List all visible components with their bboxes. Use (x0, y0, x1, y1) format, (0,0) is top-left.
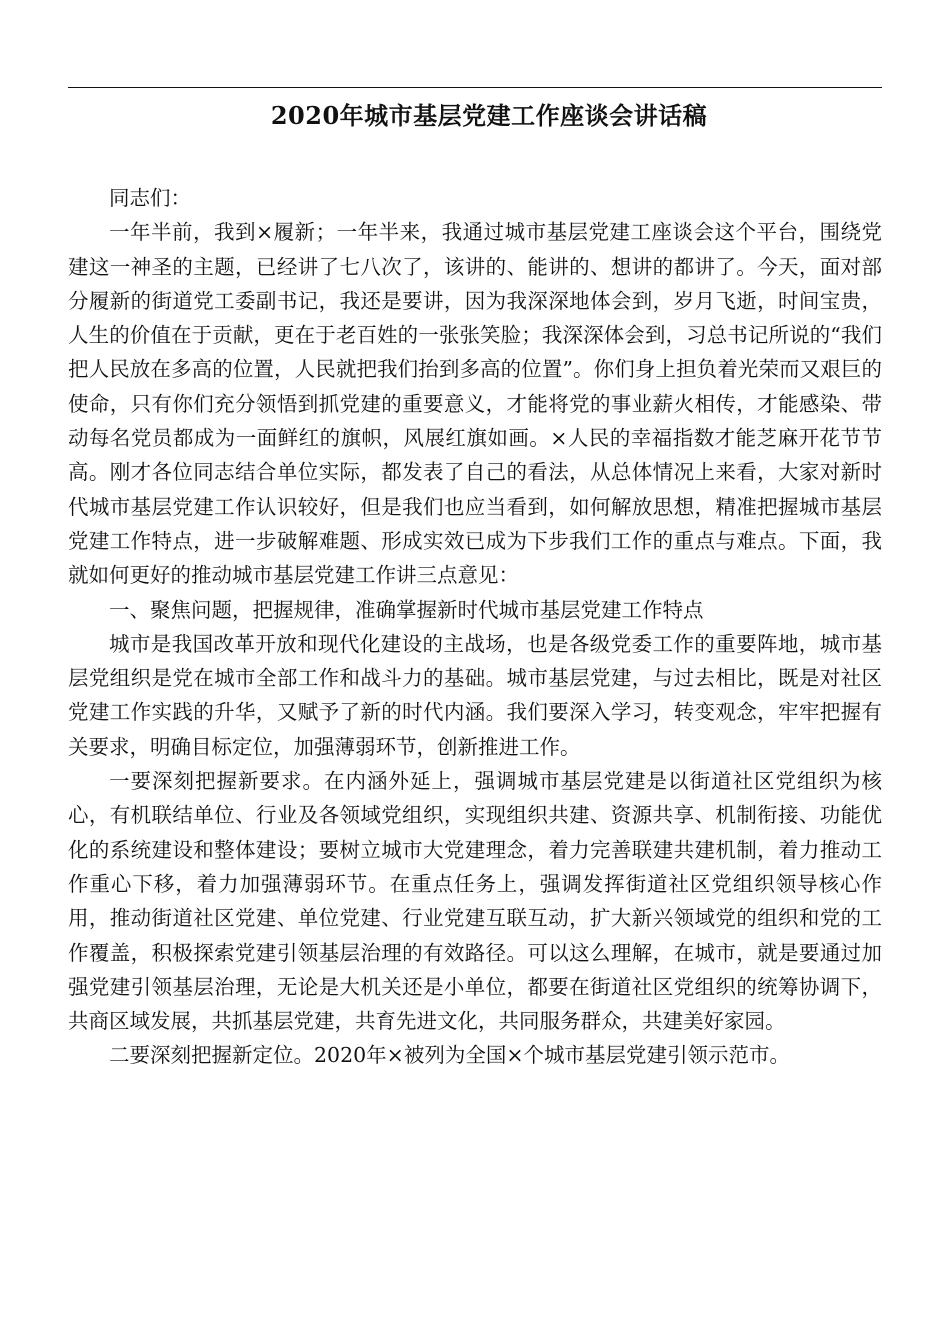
intro-paragraph: 一年半前，我到×履新；一年半来，我通过城市基层党建工座谈会这个平台，围绕党建这一神圣的主题，已经讲了七八次了，该讲的、能讲的、想讲的都讲了。今天，面对部分履新的街道党工委副书记，我还是要讲，因为我深深地体会到，岁月飞逝，时间宝贵，人生的价值在于贡献，更在于老百姓的一张张笑脸；我深深体会到，习总书记所说的“我们把人民放在多高的位置，人民就把我们抬到多高的位置”。你们身上担负着光荣而又艰巨的使命，只有你们充分领悟到抓党建的重要意义，才能将党的事业薪火相传，才能感染、带动每名党员都成为一面鲜红的旗帜，风展红旗如画。×人民的幸福指数才能芝麻开花节节高。刚才各位同志结合单位实际，都发表了自己的看法，从总体情况上来看，大家对新时代城市基层党建工作认识较好，但是我们也应当看到，如何解放思想，精准把握城市基层党建工作特点，进一步破解难题、形成实效已成为下步我们工作的重点与难点。下面，我就如何更好的推动城市基层党建工作讲三点意见： (68, 220, 882, 588)
body-paragraph: 城市是我国改革开放和现代化建设的主战场，也是各级党委工作的重要阵地，城市基层党组织是党在城市全部工作和战斗力的基础。城市基层党建，与过去相比，既是对社区党建工作实践的升华，又赋予了新的时代内涵。我们要深入学习，转变观念，牢牢把握有关要求，明确目标定位，加强薄弱环节，创新推进工作。 (68, 631, 882, 759)
document-title: 2020年城市基层党建工作座谈会讲话稿 (270, 101, 708, 130)
body-paragraph: 二要深刻把握新定位。2020年×被列为全国×个城市基层党建引领示范市。 (109, 1043, 791, 1068)
document-body (68, 181, 882, 1073)
section-heading: 一、聚焦问题，把握规律，准确掌握新时代城市基层党建工作特点 (109, 597, 704, 622)
salutation-paragraph: 同志们： (109, 186, 191, 210)
header-rule (68, 87, 882, 88)
body-paragraph: 一要深刻把握新要求。在内涵外延上，强调城市基层党建是以街道社区党组织为核心，有机联结单位、行业及各领域党组织，实现组织共建、资源共享、机制衔接、功能优化的系统建设和整体建设；要树立城市大党建理念，着力完善联建共建机制，着力推动工作重心下移，着力加强薄弱环节。在重点任务上，强调发挥街道社区党组织领导核心作用，推动街道社区党建、单位党建、行业党建互联互动，扩大新兴领域党的组织和党的工作覆盖，积极探索党建引领基层治理的有效路径。可以这么理解，在城市，就是要通过加强党建引领基层治理，无论是大机关还是小单位，都要在街道社区党组织的统筹协调下，共商区域发展，共抓基层党建，共育先进文化，共同服务群众，共建美好家园。 (68, 769, 882, 1034)
